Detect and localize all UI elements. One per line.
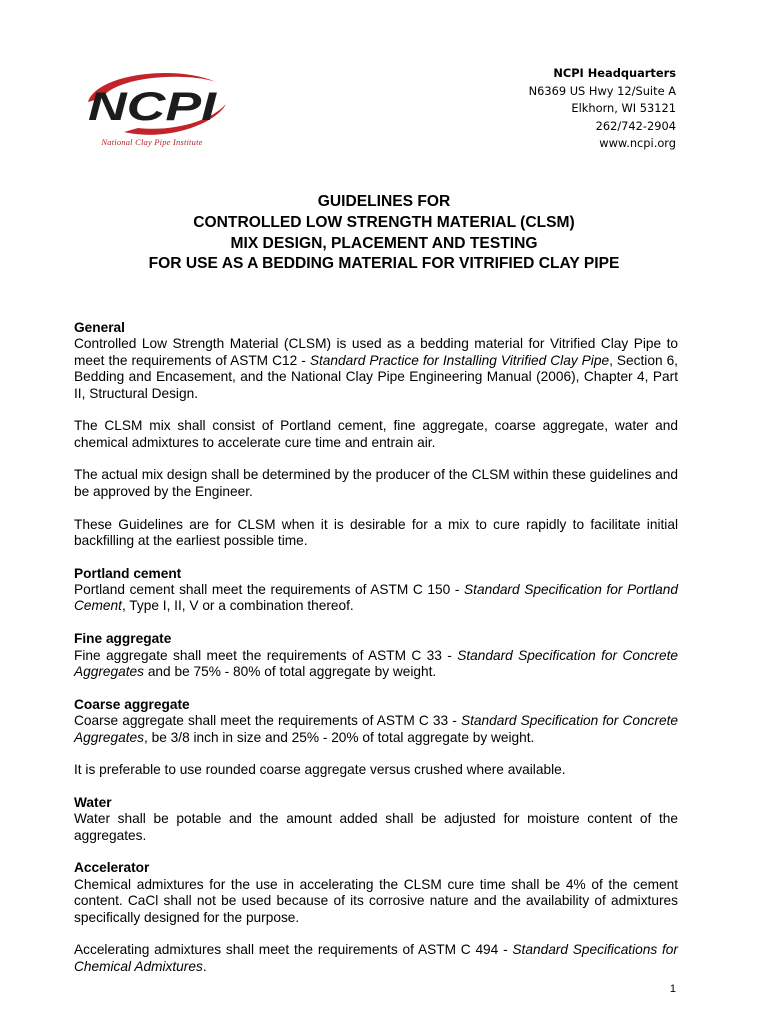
title-line-3: MIX DESIGN, PLACEMENT AND TESTING — [230, 234, 538, 252]
text: , Type I, II, V or a combination thereof. — [121, 598, 354, 614]
standard-title: Standard Specifications for Chemical Admixtures — [74, 942, 678, 974]
phone-number: 262/742-2904 — [595, 118, 676, 133]
text: . — [202, 958, 207, 974]
portland-paragraph — [74, 582, 678, 615]
accelerator-paragraph-1: Chemical admixtures for the use in accelerating the CLSM cure time shall be 4% of the cement content. CaCl shall not be used because of its corrosive nature and the availability of admixtures specifically designed for the purpose. — [74, 876, 678, 925]
org-name: NCPI Headquarters — [553, 66, 676, 80]
text: , Section 6, Bedding and Encasement, and the National Clay Pipe Engineering Manual (2006), Chapter 4, Part II, Structural Design. — [74, 352, 678, 401]
accelerator-paragraph-2 — [74, 942, 678, 975]
ncpi-logo — [66, 68, 238, 152]
street-address: N6369 US Hwy 12/Suite A — [528, 83, 676, 98]
section-heading-coarse-aggregate: Coarse aggregate — [74, 696, 190, 712]
section-heading-portland-cement: Portland cement — [74, 565, 182, 581]
standard-title: Standard Specification for Concrete Aggregates — [74, 647, 678, 679]
standard-title: Standard Practice for Installing Vitrified Clay Pipe — [309, 352, 610, 368]
general-paragraph-2: The CLSM mix shall consist of Portland cement, fine aggregate, coarse aggregate, water and chemical admixtures to accelerate cure time and entrain air. — [74, 418, 678, 450]
coarse-aggregate-note: It is preferable to use rounded coarse aggregate versus crushed where available. — [74, 762, 566, 778]
general-paragraph-4: These Guidelines are for CLSM when it is desirable for a mix to cure rapidly to facilitate initial backfilling at the earliest possible time. — [74, 516, 678, 548]
title-line-1: GUIDELINES FOR — [317, 193, 451, 210]
document-title — [0, 192, 768, 275]
general-paragraph-1 — [74, 336, 678, 402]
text: , be 3/8 inch in size and 25% - 20% of total aggregate by weight. — [144, 729, 535, 745]
title-line-4: FOR USE AS A BEDDING MATERIAL FOR VITRIFIED CLAY PIPE — [148, 255, 620, 273]
section-heading-general: General — [74, 320, 125, 335]
text: Portland cement shall meet the requirements of ASTM C 150 - — [74, 582, 465, 598]
text: Accelerating admixtures shall meet the requirements of ASTM C 494 - — [74, 942, 513, 958]
page-number: 1 — [669, 983, 676, 995]
coarse-aggregate-paragraph — [74, 713, 678, 746]
ncpi-logo-mark — [66, 68, 238, 138]
section-heading-fine-aggregate: Fine aggregate — [74, 631, 172, 647]
logo-tagline: National Clay Pipe Institute — [101, 137, 203, 147]
title-line-2: CONTROLLED LOW STRENGTH MATERIAL (CLSM) — [193, 213, 575, 231]
text: Controlled Low Strength Material (CLSM) is used as a bedding material for Vitrified Clay Pipe to meet the requirements of ASTM C12 - — [74, 336, 678, 368]
fine-aggregate-paragraph — [74, 648, 678, 681]
website-link[interactable]: www.ncpi.org — [599, 136, 676, 150]
text: Fine aggregate shall meet the requirements of ASTM C 33 - — [74, 647, 458, 663]
section-heading-accelerator: Accelerator — [74, 860, 150, 876]
document-body — [74, 320, 678, 975]
general-paragraph-3: The actual mix design shall be determined by the producer of the CLSM within these guidelines and be approved by the Engineer. — [74, 467, 678, 499]
text: Coarse aggregate shall meet the requirements of ASTM C 33 - — [74, 713, 461, 729]
text: and be 75% - 80% of total aggregate by weight. — [144, 663, 437, 679]
section-heading-water: Water — [74, 794, 112, 810]
address-block — [529, 65, 676, 153]
logo-wordmark: NCPI — [88, 85, 218, 129]
standard-title: Standard Specification for Portland Cement — [74, 582, 678, 614]
city-state-zip: Elkhorn, WI 53121 — [571, 101, 676, 115]
standard-title: Standard Specification for Concrete Aggregates — [74, 713, 678, 745]
water-paragraph: Water shall be potable and the amount added shall be adjusted for moisture content of the aggregates. — [74, 811, 678, 843]
